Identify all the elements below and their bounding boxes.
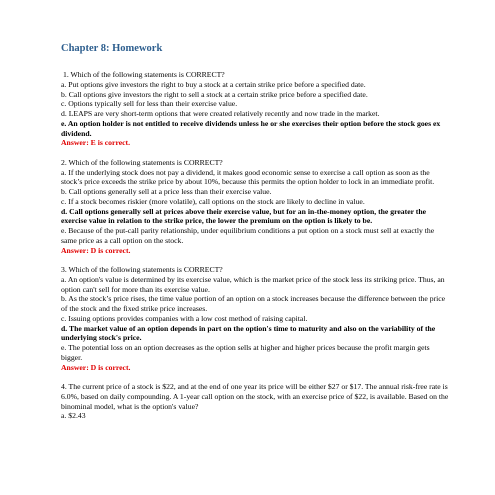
question-stem: 2. Which of the following statements is CORRECT?: [61, 157, 223, 167]
chapter-heading: Chapter 8: Homework: [61, 43, 163, 54]
option-d-correct: d. The market value of an option depends in part on the option's time to maturity and also on the variability of the underlying stock's price.: [61, 323, 436, 343]
question-2: [61, 158, 451, 256]
option-d: d. LEAPS are very short-term options that were created relatively recently and now trade in the market.: [61, 109, 380, 118]
answer-line: Answer: E is correct.: [61, 138, 131, 148]
question-3: [61, 265, 451, 372]
option-a: a. An option's value is determined by its exercise value, which is the market price of the stock less its striking price. Thus, an option can't sell for more than its exercise value.: [61, 274, 445, 294]
option-a: a. Put options give investors the right to buy a stock at a certain strike price before a specified date.: [61, 79, 366, 89]
option-c: c. Options typically sell for less than their exercise value.: [61, 99, 238, 109]
option-a: a. If the underlying stock does not pay a dividend, it makes good economic sense to exercise a call option as soon as the stock’s price exceeds the strike price by about 10%, because this permits the option holder to lock in an immediate profit.: [61, 167, 435, 187]
question-stem: 4. The current price of a stock is $22, and at the end of one year its price will be either $27 or $17. The annual risk-free rate is 6.0%, based on daily compounding. A 1-year call option on the stock, with an exercise price of $22, is available. Based on the binominal model, what is the option's value?: [61, 382, 449, 411]
question-1: [61, 70, 451, 148]
option-b: b. Call options generally sell at a price less than their exercise value.: [61, 187, 272, 196]
option-b: b. Call options give investors the right to sell a stock at a certain strike price before a specified date.: [61, 89, 368, 99]
option-e: e. The potential loss on an option decreases as the option sells at higher and higher prices because the profit margin gets bigger.: [61, 343, 430, 362]
question-4: [61, 382, 451, 421]
option-c: c. Issuing options provides companies with a low cost method of raising capital.: [61, 313, 308, 323]
option-d-correct: d. Call options generally sell at prices above their exercise value, but for an in-the-money option, the greater the exercise value in relation to the strike price, the lower the premium on the option is likely to be.: [61, 206, 427, 226]
answer-line: Answer: D is correct.: [61, 245, 131, 255]
option-b: b. As the stock’s price rises, the time value portion of an option on a stock increases because the difference between the price of the stock and the fixed strike price increases.: [61, 294, 446, 313]
question-stem: 3. Which of the following statements is CORRECT?: [61, 265, 223, 274]
option-e: e. Because of the put-call parity relationship, under equilibrium conditions a put option on a stock must sell at exactly the same price as a call option on the stock.: [61, 226, 435, 245]
option-a: a. $2.43: [61, 411, 86, 421]
question-stem: 1. Which of the following statements is CORRECT?: [63, 70, 225, 79]
option-c: c. If a stock becomes riskier (more volatile), call options on the stock are likely to decline in value.: [61, 196, 365, 206]
answer-line: Answer: D is correct.: [61, 362, 131, 372]
homework-content: [61, 70, 451, 431]
option-e-correct: e. An option holder is not entitled to receive dividends unless he or she exercises their option before the stock goes ex dividend.: [61, 118, 441, 138]
